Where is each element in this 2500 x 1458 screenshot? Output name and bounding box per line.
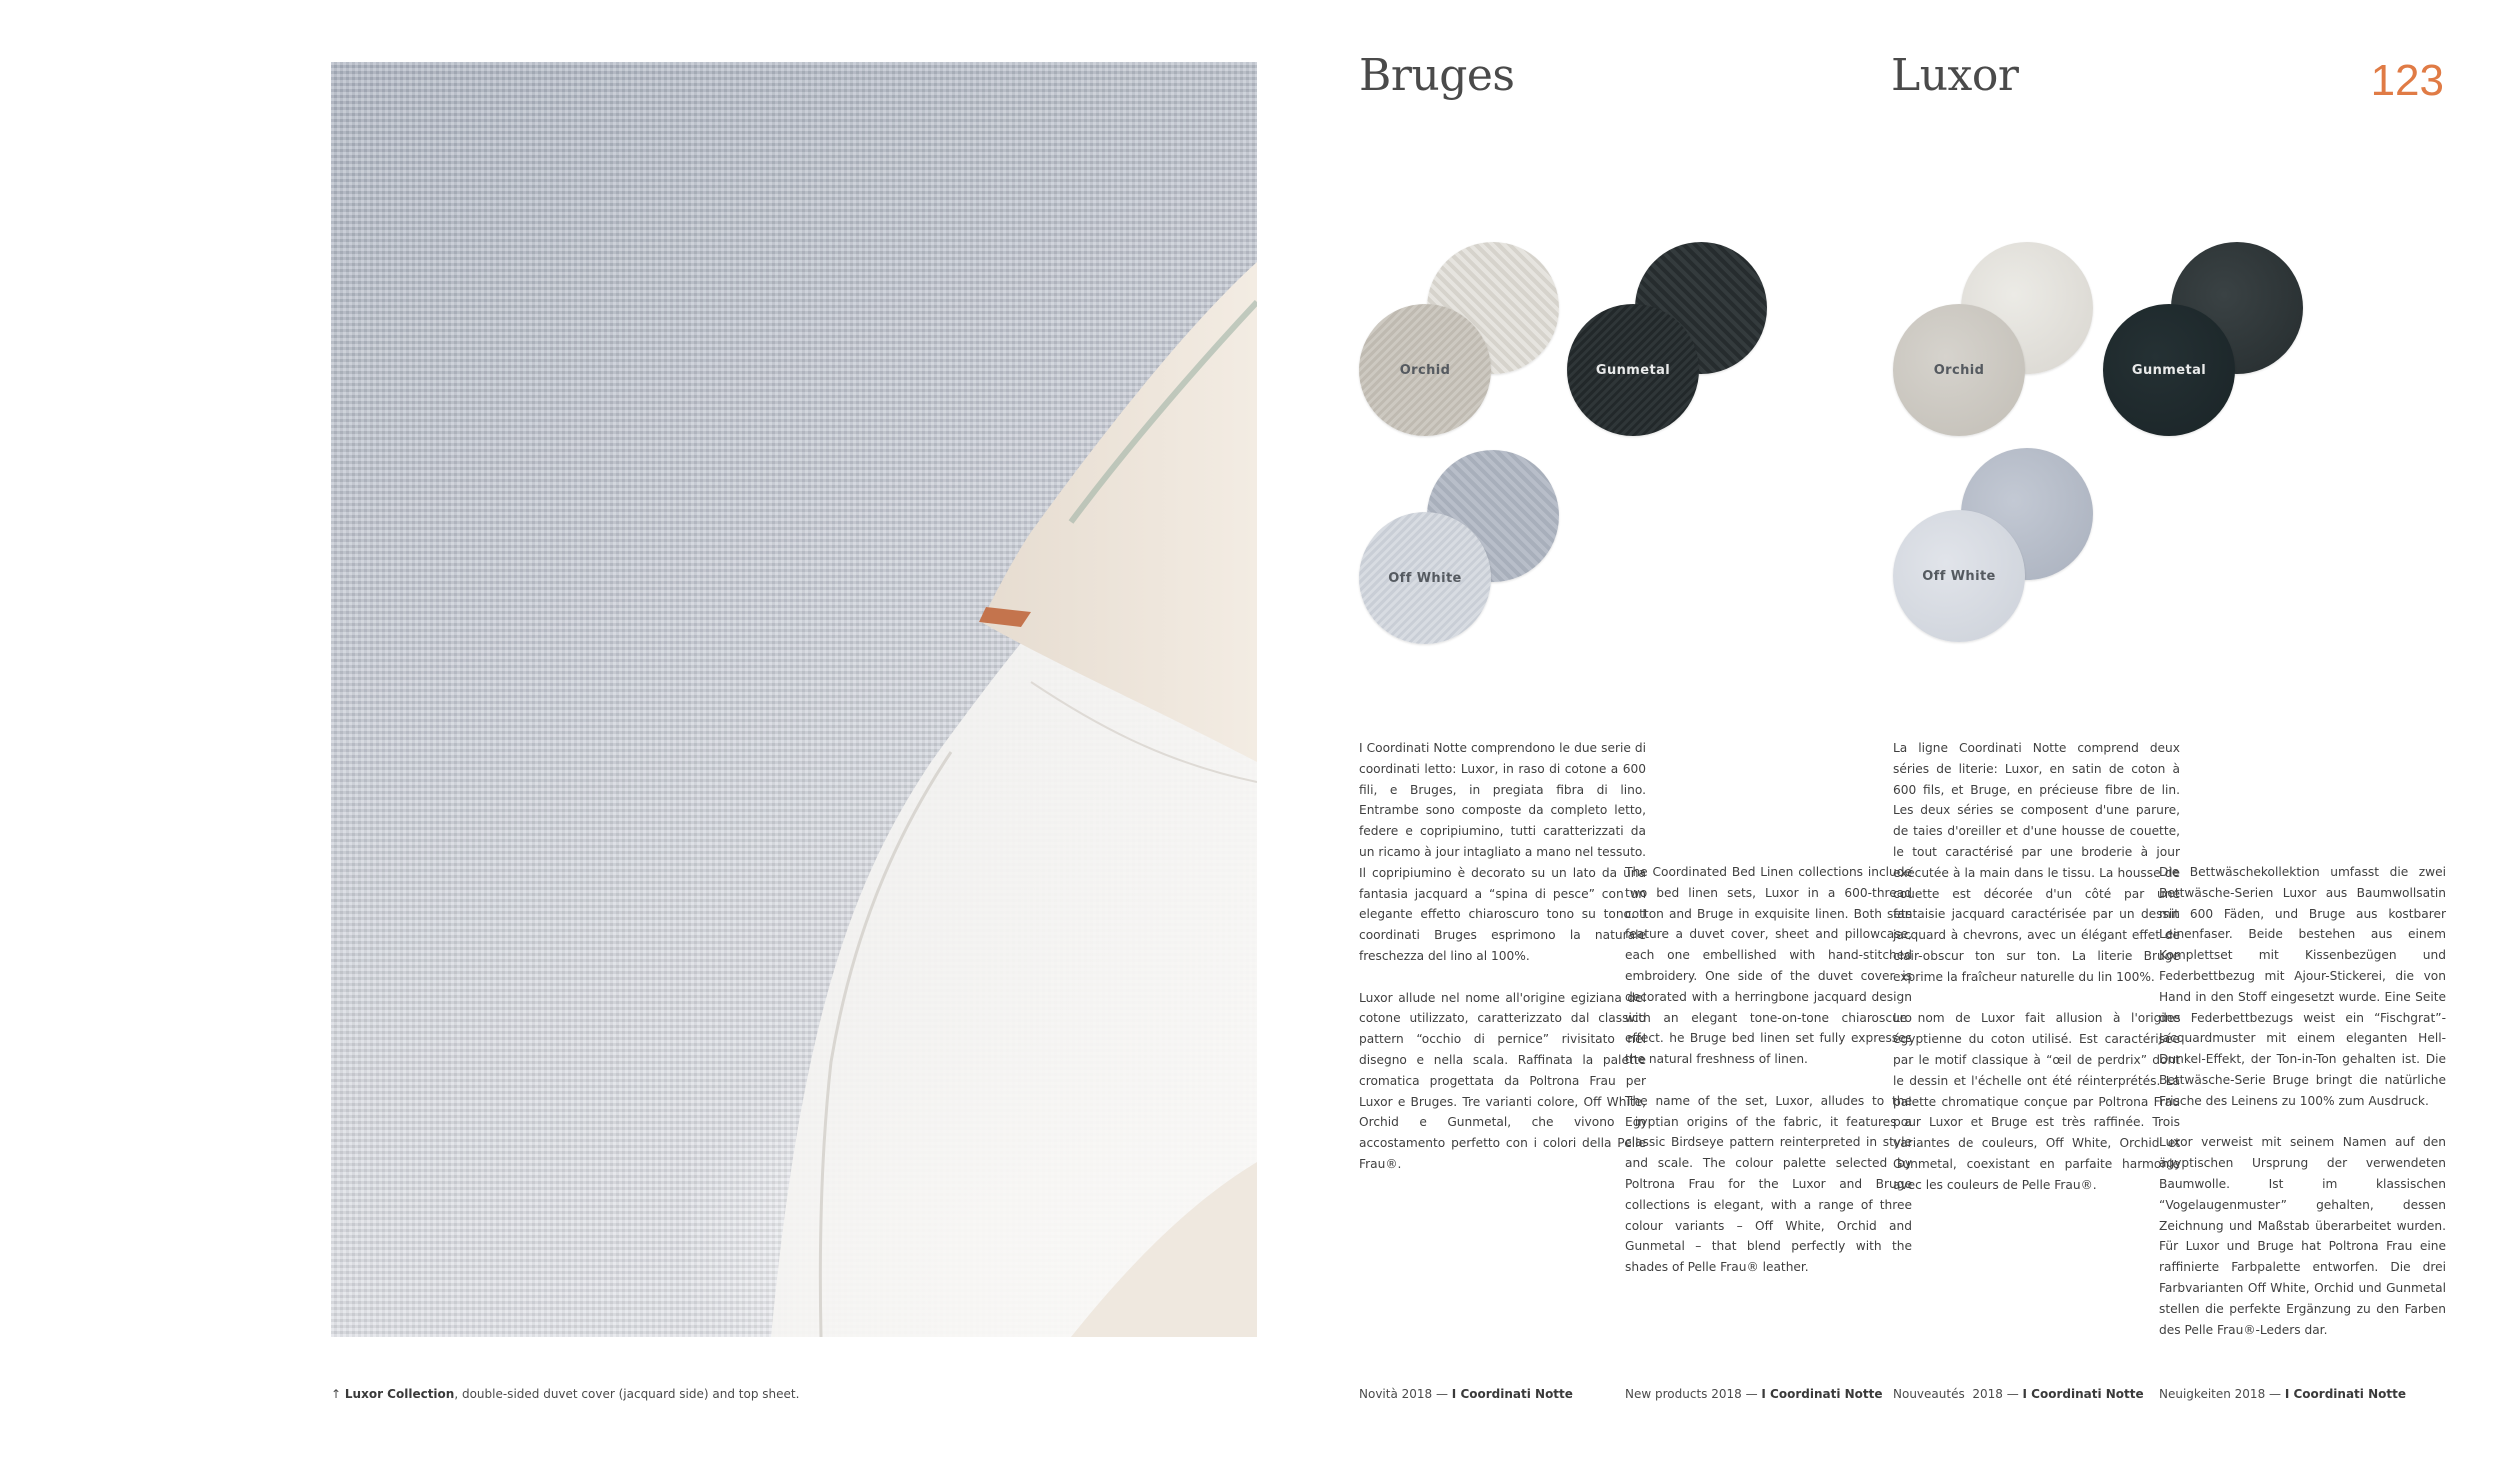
footer-section: I Coordinati Notte [1761, 1387, 1883, 1401]
paragraph: Luxor verweist mit seinem Namen auf den ägyptischen Ursprung der verwendeten Baumwolle. Ist im klassischen “Vogelaugenmuster” gehalten, dessen Zeichnung und Maßstab überarbeitet wurden. Für Luxor und Bruge hat Poltrona Frau eine raffinierte Farbpalette entworfen. Die drei Farbvarianten Off White, Orchid und Gunmetal stellen die perfekte Ergänzung zu den Farben des Pelle Frau®-Leders dar. [2159, 1135, 2446, 1337]
paragraph: Le nom de Luxor fait allusion à l'origine égyptienne du coton utilisé. Est caractérisée par le motif classique à “œil de perdrix” dont le dessin et l'échelle ont été réinterprétés. La palette chromatique conçue par Poltrona Frau pour Luxor et Bruge est très raffinée. Trois variantes de couleurs, Off White, Orchid et Gunmetal, coexistant en parfaite harmonie avec les couleurs de Pelle Frau®. [1893, 1011, 2180, 1192]
text-column-english [1625, 862, 1912, 1299]
arrow-up-icon: ↑ [331, 1387, 342, 1401]
paragraph: I Coordinati Notte comprendono le due serie di coordinati letto: Luxor, in raso di cotone a 600 fili, e Bruges, in pregiata fibra di lino. Entrambe sono composte da completo letto, federe e copripiumino, tutti caratterizzati da un ricamo à jour intagliato a mano nel tessuto. Il copripiumino è decorato su un lato da una fantasia jacquard a “spina di pesce” con un elegante effetto chiaroscuro tono su tono. I coordinati Bruges esprimono la naturale freschezza del lino al 100%. [1359, 741, 1646, 963]
photo-caption [331, 1387, 799, 1401]
bruges-title: Bruges [1359, 50, 1515, 101]
footer-section: I Coordinati Notte [1451, 1387, 1573, 1401]
swatch-bruges-offwhite[interactable] [1359, 512, 1491, 644]
luxor-title: Luxor [1891, 50, 2019, 101]
swatch-label: Orchid [1933, 362, 1985, 378]
footer-french [1893, 1387, 2144, 1401]
text-column-italian [1359, 738, 1646, 1196]
footer-prefix: New products 2018 — [1625, 1387, 1762, 1401]
swatch-label: Orchid [1399, 362, 1451, 378]
text-column-german [2159, 862, 2446, 1361]
footer-english [1625, 1387, 1883, 1401]
paragraph: The name of the set, Luxor, alludes to the Egyptian origins of the fabric, it features a classic Birdseye pattern reinterpreted in style and scale. The colour palette selected by Poltrona Frau for the Luxor and Bruge collections is elegant, with a range of three colour variants – Off White, Orchid and Gunmetal – that blend perfectly with the shades of Pelle Frau® leather. [1625, 1093, 1912, 1275]
product-photo [331, 62, 1257, 1337]
paragraph: Luxor allude nel nome all'origine egiziana del cotone utilizzato, caratterizzato dal classico pattern “occhio di pernice” rivisitato nel disegno e nella scala. Raffinata la palette cromatica progettata da Poltrona Frau per Luxor e Bruges. Tre varianti colore, Off White, Orchid e Gunmetal, che vivono in accostamento perfetto con i colori della Pelle Frau®. [1359, 990, 1646, 1171]
swatch-bruges-gunmetal[interactable] [1567, 304, 1699, 436]
bed-linen-illustration [331, 62, 1257, 1337]
footer-german [2159, 1387, 2406, 1401]
page-number: 123 [2370, 56, 2444, 105]
footer-section: I Coordinati Notte [2022, 1387, 2144, 1401]
caption-text: , double-sided duvet cover (jacquard side) and top sheet. [454, 1387, 800, 1401]
swatch-label: Off White [1388, 570, 1462, 586]
swatch-luxor-gunmetal[interactable] [2103, 304, 2235, 436]
footer-section: I Coordinati Notte [2284, 1387, 2406, 1401]
paragraph: The Coordinated Bed Linen collections include two bed linen sets, Luxor in a 600-thread cotton and Bruge in exquisite linen. Both sets feature a duvet cover, sheet and pillowcase, each one embellished with hand-stitched embroidery. One side of the duvet cover is decorated with a herringbone jacquard design with an elegant tone-on-tone chiaroscuro effect. he Bruge bed linen set fully expresses the natural freshness of linen. [1625, 865, 1912, 1067]
swatch-bruges-orchid[interactable] [1359, 304, 1491, 436]
swatch-label: Gunmetal [1595, 362, 1671, 378]
footer-italian [1359, 1387, 1573, 1401]
swatch-luxor-offwhite[interactable] [1893, 510, 2025, 642]
paragraph: Die Bettwäschekollektion umfasst die zwei Bettwäsche-Serien Luxor aus Baumwollsatin mit 600 Fäden, und Bruge aus kostbarer Leinenfaser. Beide bestehen aus einem Komplettset mit Kissenbezügen und Federbettbezug mit Ajour-Stickerei, die von Hand in den Stoff eingesetzt wurde. Eine Seite des Federbettbezugs weist ein “Fischgrat”-Jacquardmuster mit einem eleganten Hell-Dunkel-Effekt, der Ton-in-Ton gehalten ist. Die Bettwäsche-Serie Bruge bringt die natürliche Frische des Leinens zu 100% zum Ausdruck. [2159, 865, 2446, 1108]
swatch-label: Gunmetal [2131, 362, 2207, 378]
paragraph: La ligne Coordinati Notte comprend deux séries de literie: Luxor, en satin de coton à 600 fils, et Bruge, en précieuse fibre de lin. Les deux séries se composent d'une parure, de taies d'oreiller et d'une housse de couette, le tout caractérisé par une broderie à jour exécutée à la main dans le tissu. La housse de couette est décorée d'un côté par une fantaisie jacquard caractérisée par un dessin jacquard à chevrons, avec un élégant effet de clair-obscur ton sur ton. La literie Bruge exprime la fraîcheur naturelle du lin 100%. [1893, 741, 2180, 984]
text-column-french [1893, 738, 2180, 1216]
footer-prefix: Nouveautés 2018 — [1893, 1387, 2023, 1401]
footer-prefix: Novità 2018 — [1359, 1387, 1452, 1401]
footer-prefix: Neuigkeiten 2018 — [2159, 1387, 2285, 1401]
swatch-label: Off White [1922, 568, 1996, 584]
swatch-luxor-orchid[interactable] [1893, 304, 2025, 436]
caption-collection: Luxor Collection [344, 1387, 455, 1401]
